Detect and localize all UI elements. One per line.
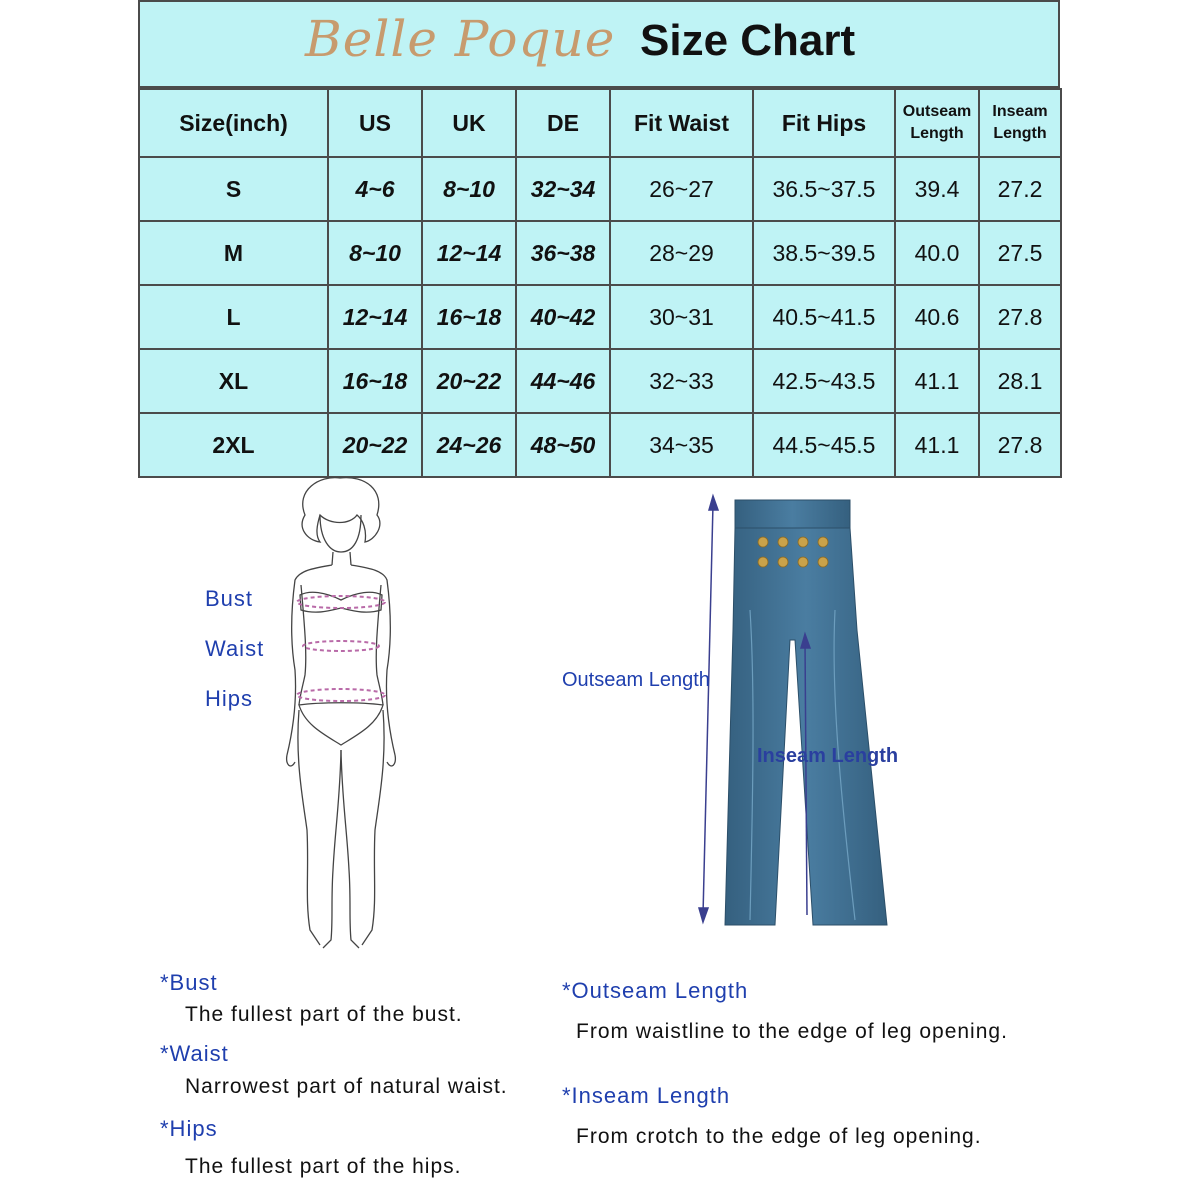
cell-uk: 16~18 xyxy=(422,285,516,349)
page-title: Size Chart xyxy=(640,16,856,65)
cell-inseam: 27.8 xyxy=(979,413,1061,477)
header-line: Outseam xyxy=(902,103,972,120)
cell-outseam: 40.6 xyxy=(895,285,979,349)
outseam-definition-heading: *Outseam Length xyxy=(562,978,749,1003)
hips-definition-text: The fullest part of the hips. xyxy=(185,1155,462,1178)
cell-uk: 20~22 xyxy=(422,349,516,413)
table-row xyxy=(139,285,1061,349)
cell-inseam: 28.1 xyxy=(979,349,1061,413)
pants-measurement-figure xyxy=(695,490,925,940)
column-header-uk: UK xyxy=(422,89,516,157)
cell-de: 36~38 xyxy=(516,221,610,285)
column-header-fit-waist: Fit Waist xyxy=(610,89,753,157)
header-line: Inseam xyxy=(992,103,1048,120)
cell-fit-waist: 32~33 xyxy=(610,349,753,413)
cell-fit-hips: 40.5~41.5 xyxy=(753,285,895,349)
cell-us: 16~18 xyxy=(328,349,422,413)
cell-fit-hips: 42.5~43.5 xyxy=(753,349,895,413)
hips-label: Hips xyxy=(205,686,254,711)
brand-logo-text: Belle Poque xyxy=(305,10,616,68)
size-table xyxy=(138,88,1062,478)
cell-fit-hips: 44.5~45.5 xyxy=(753,413,895,477)
cell-de: 44~46 xyxy=(516,349,610,413)
cell-fit-waist: 28~29 xyxy=(610,221,753,285)
cell-us: 12~14 xyxy=(328,285,422,349)
bust-definition-text: The fullest part of the bust. xyxy=(185,1003,463,1026)
column-header-outseam-length xyxy=(895,89,979,157)
table-row xyxy=(139,157,1061,221)
cell-size: XL xyxy=(139,349,328,413)
waist-label: Waist xyxy=(205,636,265,661)
cell-inseam: 27.2 xyxy=(979,157,1061,221)
body-measurement-figure xyxy=(265,470,425,960)
cell-de: 32~34 xyxy=(516,157,610,221)
bust-definition-heading: *Bust xyxy=(160,970,218,995)
size-chart-header xyxy=(138,0,1060,88)
column-header-de: DE xyxy=(516,89,610,157)
header-line: Length xyxy=(993,125,1047,142)
table-row xyxy=(139,349,1061,413)
cell-uk: 24~26 xyxy=(422,413,516,477)
hips-definition-heading: *Hips xyxy=(160,1116,218,1141)
table-row xyxy=(139,413,1061,477)
cell-us: 4~6 xyxy=(328,157,422,221)
cell-us: 8~10 xyxy=(328,221,422,285)
table-row xyxy=(139,221,1061,285)
cell-size: 2XL xyxy=(139,413,328,477)
cell-inseam: 27.5 xyxy=(979,221,1061,285)
column-header-size: Size(inch) xyxy=(139,89,328,157)
bust-label: Bust xyxy=(205,586,254,611)
cell-de: 40~42 xyxy=(516,285,610,349)
waist-definition-text: Narrowest part of natural waist. xyxy=(185,1075,508,1098)
cell-de: 48~50 xyxy=(516,413,610,477)
cell-fit-hips: 36.5~37.5 xyxy=(753,157,895,221)
cell-uk: 8~10 xyxy=(422,157,516,221)
cell-size: S xyxy=(139,157,328,221)
inseam-definition-heading: *Inseam Length xyxy=(562,1083,731,1108)
cell-size: L xyxy=(139,285,328,349)
cell-inseam: 27.8 xyxy=(979,285,1061,349)
waist-definition-heading: *Waist xyxy=(160,1041,229,1066)
cell-fit-waist: 34~35 xyxy=(610,413,753,477)
inseam-definition-text: From crotch to the edge of leg opening. xyxy=(576,1125,982,1148)
cell-fit-hips: 38.5~39.5 xyxy=(753,221,895,285)
cell-fit-waist: 26~27 xyxy=(610,157,753,221)
cell-outseam: 41.1 xyxy=(895,349,979,413)
cell-size: M xyxy=(139,221,328,285)
cell-fit-waist: 30~31 xyxy=(610,285,753,349)
column-header-inseam-length xyxy=(979,89,1061,157)
column-header-us: US xyxy=(328,89,422,157)
cell-outseam: 40.0 xyxy=(895,221,979,285)
table-header-row xyxy=(139,89,1061,157)
cell-outseam: 41.1 xyxy=(895,413,979,477)
cell-us: 20~22 xyxy=(328,413,422,477)
header-line: Length xyxy=(910,125,964,142)
outseam-length-label: Outseam Length xyxy=(562,669,710,691)
inseam-length-label: Inseam Length xyxy=(757,745,899,767)
cell-uk: 12~14 xyxy=(422,221,516,285)
outseam-definition-text: From waistline to the edge of leg opening. xyxy=(576,1020,1008,1043)
column-header-fit-hips: Fit Hips xyxy=(753,89,895,157)
cell-outseam: 39.4 xyxy=(895,157,979,221)
